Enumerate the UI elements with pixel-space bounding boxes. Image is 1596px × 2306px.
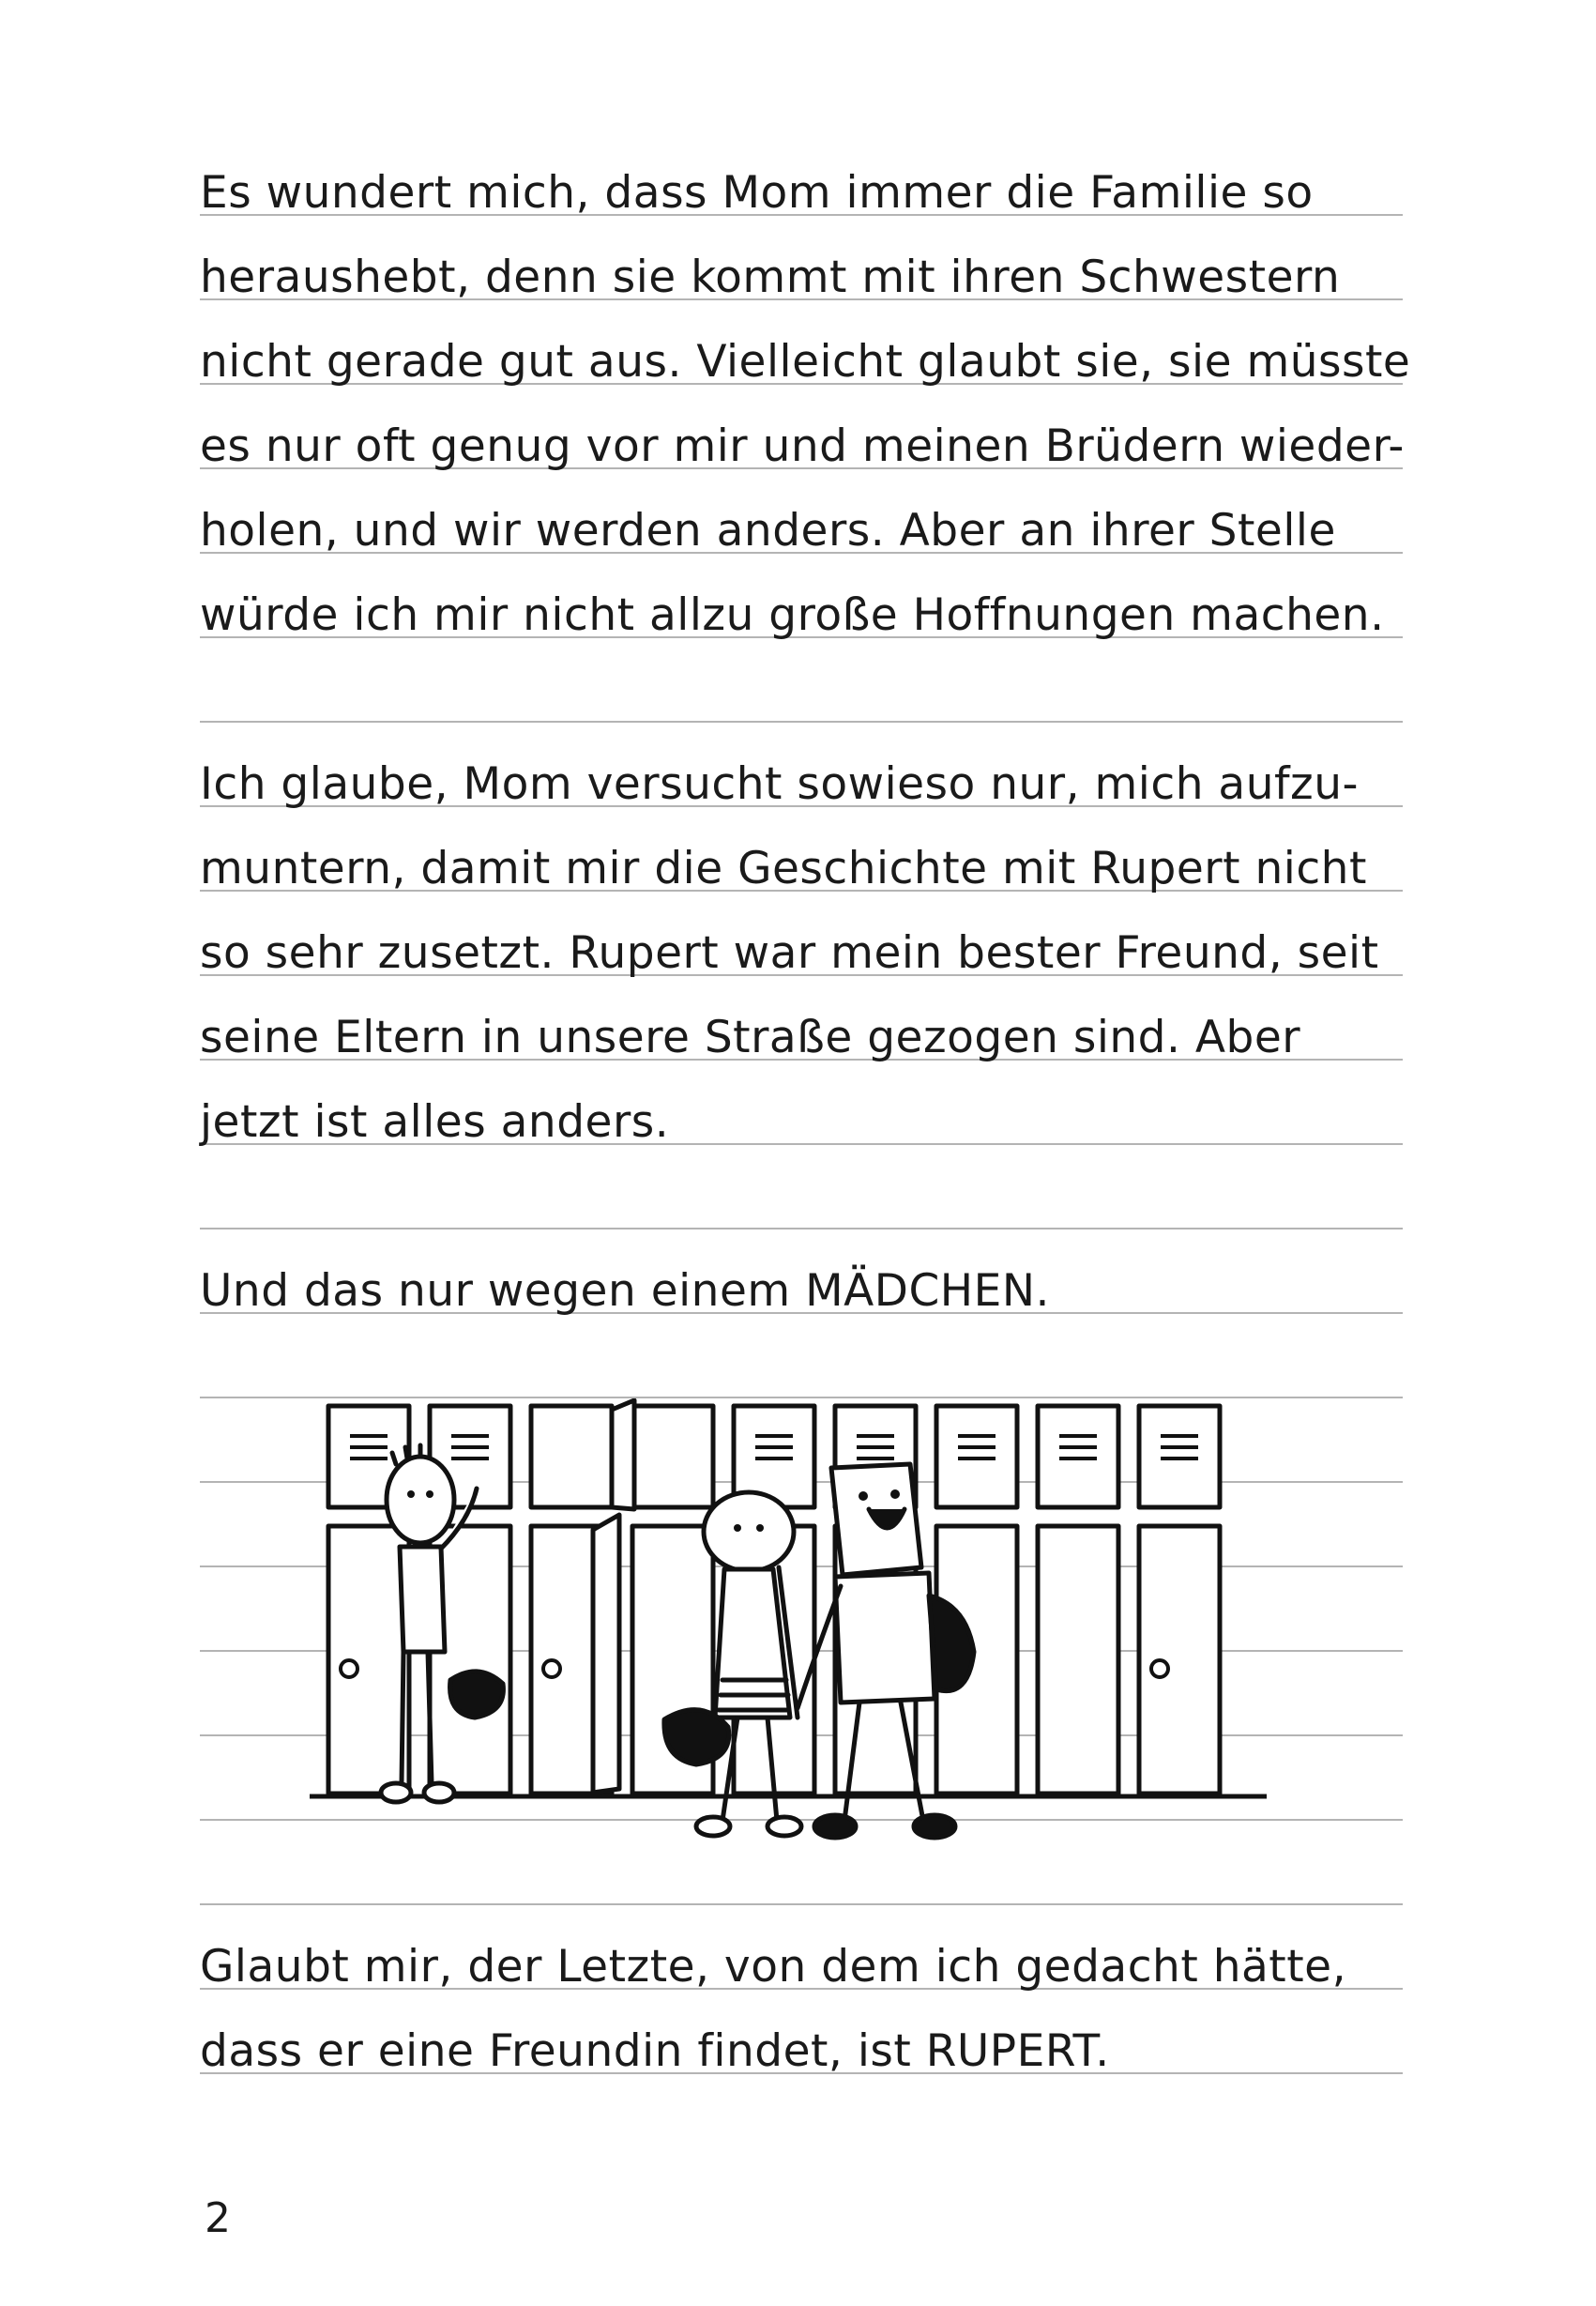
rule-line [200,1228,1403,1229]
text-line: seine Eltern in unsere Straße gezogen sind. Aber [200,1012,1301,1063]
text-line: so sehr zusetzt. Rupert war mein bester Freund, seit [200,927,1379,979]
text-line: Und das nur wegen einem MÄDCHEN. [200,1265,1050,1317]
text-line: dass er eine Freundin findet, ist RUPERT. [200,2025,1110,2077]
text-line: Glaubt mir, der Letzte, von dem ich gedacht hätte, [200,1941,1347,1993]
page-number: 2 [205,2194,231,2242]
text-line: es nur oft genug vor mir und meinen Brüdern wieder- [200,420,1405,472]
text-line: muntern, damit mir die Geschichte mit Rupert nicht [200,843,1367,894]
text-line: würde ich mir nicht allzu große Hoffnungen machen. [200,589,1385,641]
text-line: jetzt ist alles anders. [200,1096,670,1148]
rule-line [200,721,1403,723]
text-line: holen, und wir werden anders. Aber an ihrer Stelle [200,505,1336,557]
text-line: nicht gerade gut aus. Vielleicht glaubt sie, sie müsste [200,336,1411,388]
text-line: Es wundert mich, dass Mom immer die Familie so [200,167,1314,219]
locker-hallway-illustration [310,1398,1285,1849]
text-line: Ich glaube, Mom versucht sowieso nur, mich aufzu- [200,758,1359,810]
cartoon-illustration-icon [310,1398,1285,1849]
text-line: heraushebt, denn sie kommt mit ihren Schwestern [200,252,1341,303]
rule-line [200,1903,1403,1905]
